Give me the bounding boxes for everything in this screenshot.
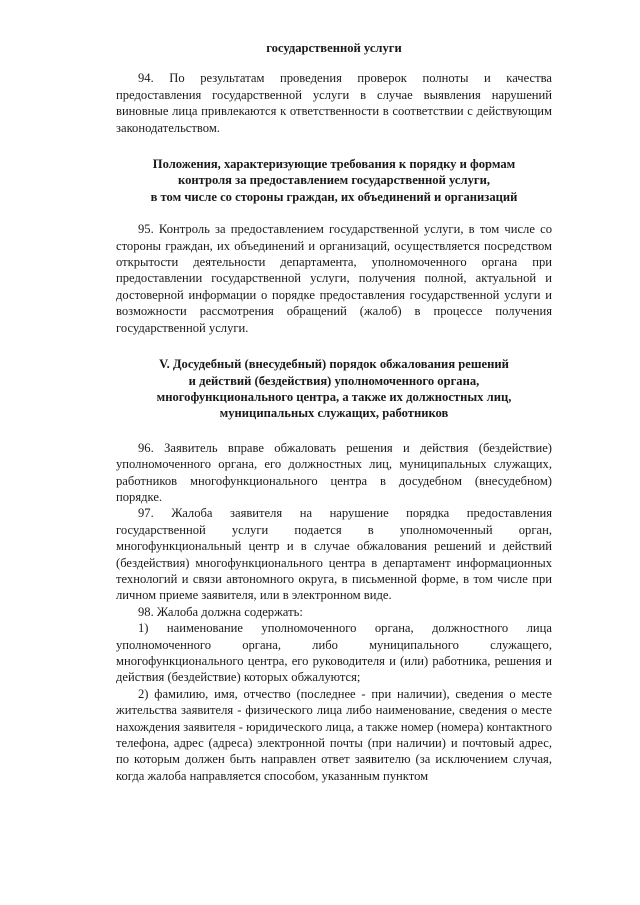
section-heading-line-1: Положения, характеризующие требования к порядку и формам [152,157,516,172]
paragraph-97: 97. Жалоба заявителя на нарушение порядка предоставления государственной услуги подается в уполномоченный орган, многофункциональный центр и в случае обжалования решений и действий (бездействия) многофункционального центра в департамент информационных технологий и связи автономного округа, в письменной форме, в том числе при личном приеме заявителя, или в электронном виде. [116,506,552,603]
document-page [116,40,552,784]
top-heading [116,40,552,56]
chapter-heading-line-4: муниципальных служащих, работников [219,406,449,421]
list-item-2: 2) фамилию, имя, отчество (последнее - при наличии), сведения о месте жительства заявителя - физического лица либо наименование, сведения о месте нахождения заявителя - юридического лица, а также номер (номера) контактного телефона, адрес (адреса) электронной почты (при наличии) и почтовый адрес, по которым должен быть направлен ответ заявителю (за исключением случая, когда жалоба направляется способом, указанным пунктом [116,686,552,783]
paragraph-94: 94. По результатам проведения проверок полноты и качества предоставления государственной услуги в случае выявления нарушений виновные лица привлекаются к ответственности в соответствии с действующим законодательством. [116,71,552,135]
paragraph-98: 98. Жалоба должна содержать: [138,604,303,619]
chapter-heading-line-1: V. Досудебный (внесудебный) порядок обжалования решений [159,357,509,372]
chapter-heading-line-3: многофункционального центра, а также их должностных лиц, [156,389,512,404]
section-heading [116,156,552,205]
top-heading-text: государственной услуги [266,41,402,55]
list-item-1: 1) наименование уполномоченного органа, должностного лица уполномоченного органа, либо муниципального служащего, многофункционального центра, его руководителя и (или) работника, решения и действия (бездействие) которых обжалуются; [116,621,552,685]
chapter-heading-line-2: и действий (бездействия) уполномоченного органа, [188,373,480,388]
section-heading-line-2: контроля за предоставлением государственной услуги, [177,173,490,188]
paragraph-96: 96. Заявитель вправе обжаловать решения и действия (бездействие) уполномоченного органа, его должностных лиц, муниципальных служащих, работников многофункционального центра в досудебном (внесудебном) порядке. [116,440,552,504]
paragraph-95: 95. Контроль за предоставлением государственной услуги, в том числе со стороны граждан, их объединений и организаций, осуществляется посредством открытости деятельности департамента, уполномоченного органа при предоставлении государственной услуги, получения полной, актуальной и достоверной информации о порядке предоставления государственной услуги и возможности рассмотрения обращений (жалоб) в процессе получения государственной услуги. [116,222,552,335]
chapter-heading [116,356,552,422]
section-heading-line-3: в том числе со стороны граждан, их объединений и организаций [150,189,518,204]
